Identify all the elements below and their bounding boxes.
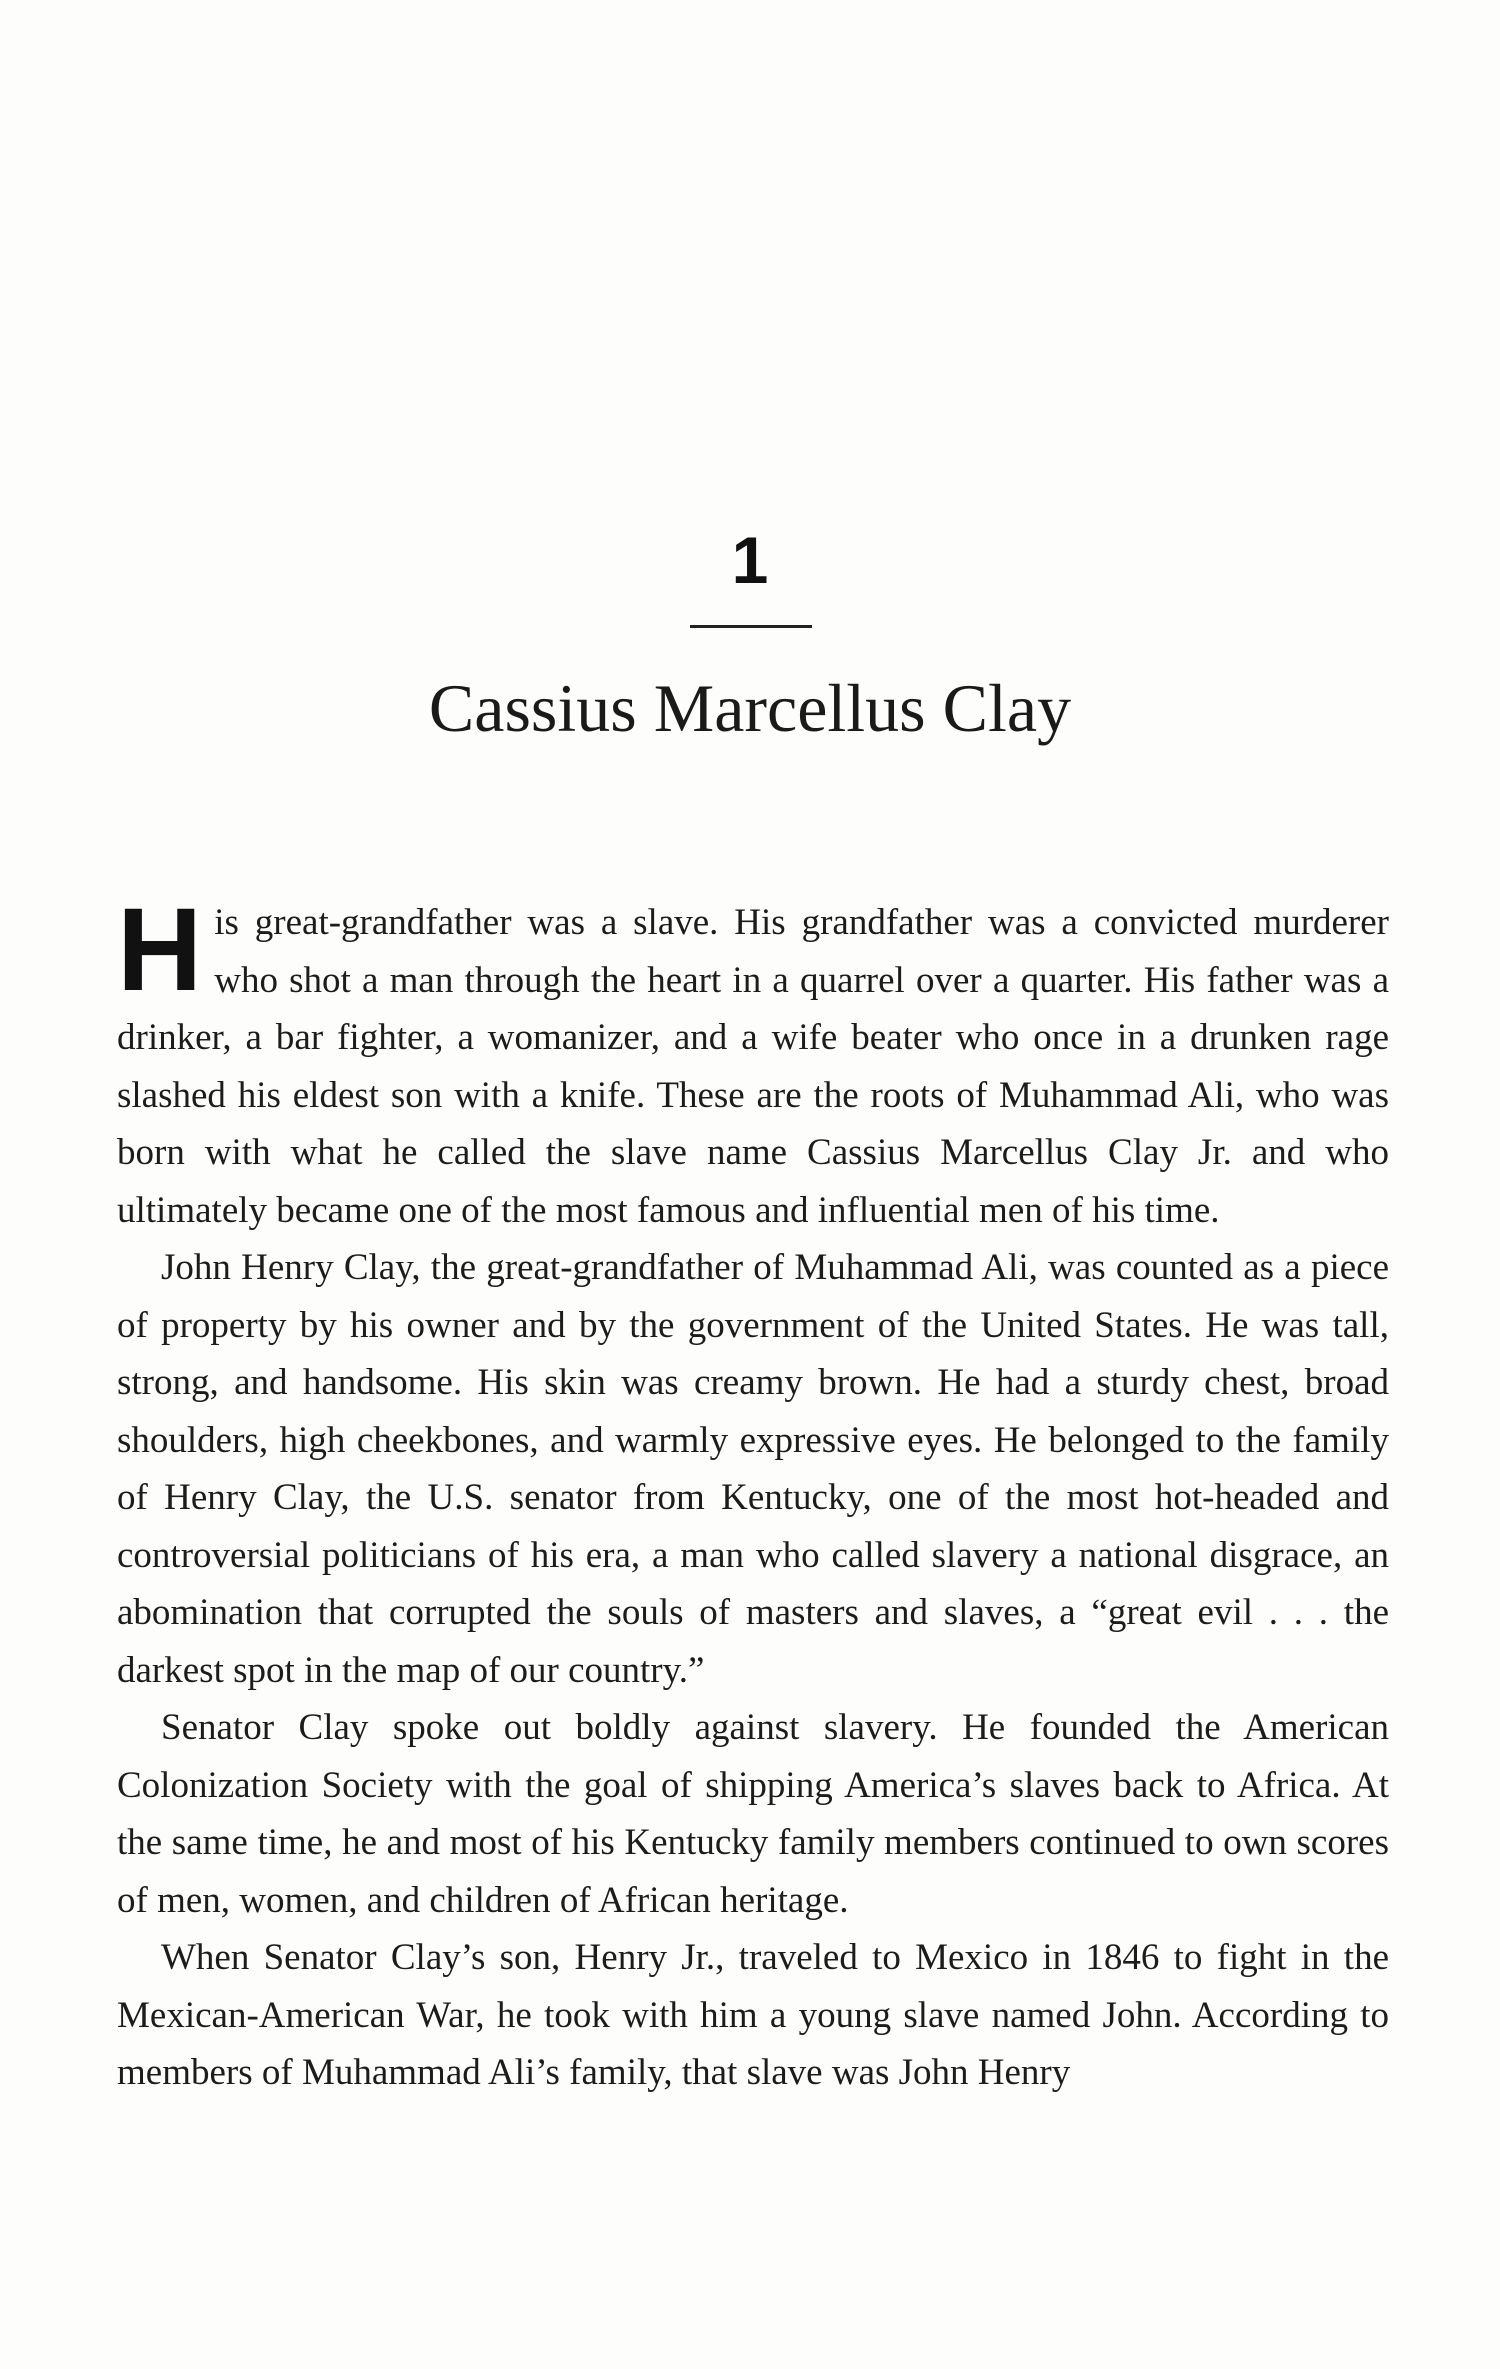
paragraph: When Senator Clay’s son, Henry Jr., traveled to Mexico in 1846 to fight in the Mexican-American War, he took with him a young slave named John. According to members of Muhammad Ali’s family, that slave was John Henry [117,1937,1389,2093]
chapter-divider [690,625,812,628]
paragraph-text: is great-grandfather was a slave. His grandfather was a convicted murderer who shot a man through the heart in a quarrel over a quarter. His father was a drinker, a bar fighter, a womanizer, and a wife beater who once in a drunken rage slashed his eldest son with a knife. These are the roots of Muhammad Ali, who was born with what he called the slave name Cassius Marcellus Clay Jr. and who ultimately became one of the most famous and influential men of his time. [117,902,1389,1231]
drop-cap: H [117,884,201,1016]
chapter-number: 1 [731,523,769,597]
chapter-body [117,884,1389,2102]
chapter-title: Cassius Marcellus Clay [428,670,1072,746]
paragraph: Senator Clay spoke out boldly against slavery. He founded the American Colonization Society with the goal of shipping America’s slaves back to Africa. At the same time, he and most of his Kentucky family members continued to own scores of men, women, and children of African heritage. [117,1707,1389,1921]
paragraph [117,884,1389,1239]
paragraph: John Henry Clay, the great-grandfather of Muhammad Ali, was counted as a piece of property by his owner and by the government of the United States. He was tall, strong, and handsome. His skin was creamy brown. He had a sturdy chest, broad shoulders, high cheekbones, and warmly expressive eyes. He belonged to the family of Henry Clay, the U.S. senator from Kentucky, one of the most hot-headed and controversial politicians of his era, a man who called slavery a national disgrace, an abomination that corrupted the souls of masters and slaves, a “great evil . . . the darkest spot in the map of our country.” [117,1247,1389,1691]
